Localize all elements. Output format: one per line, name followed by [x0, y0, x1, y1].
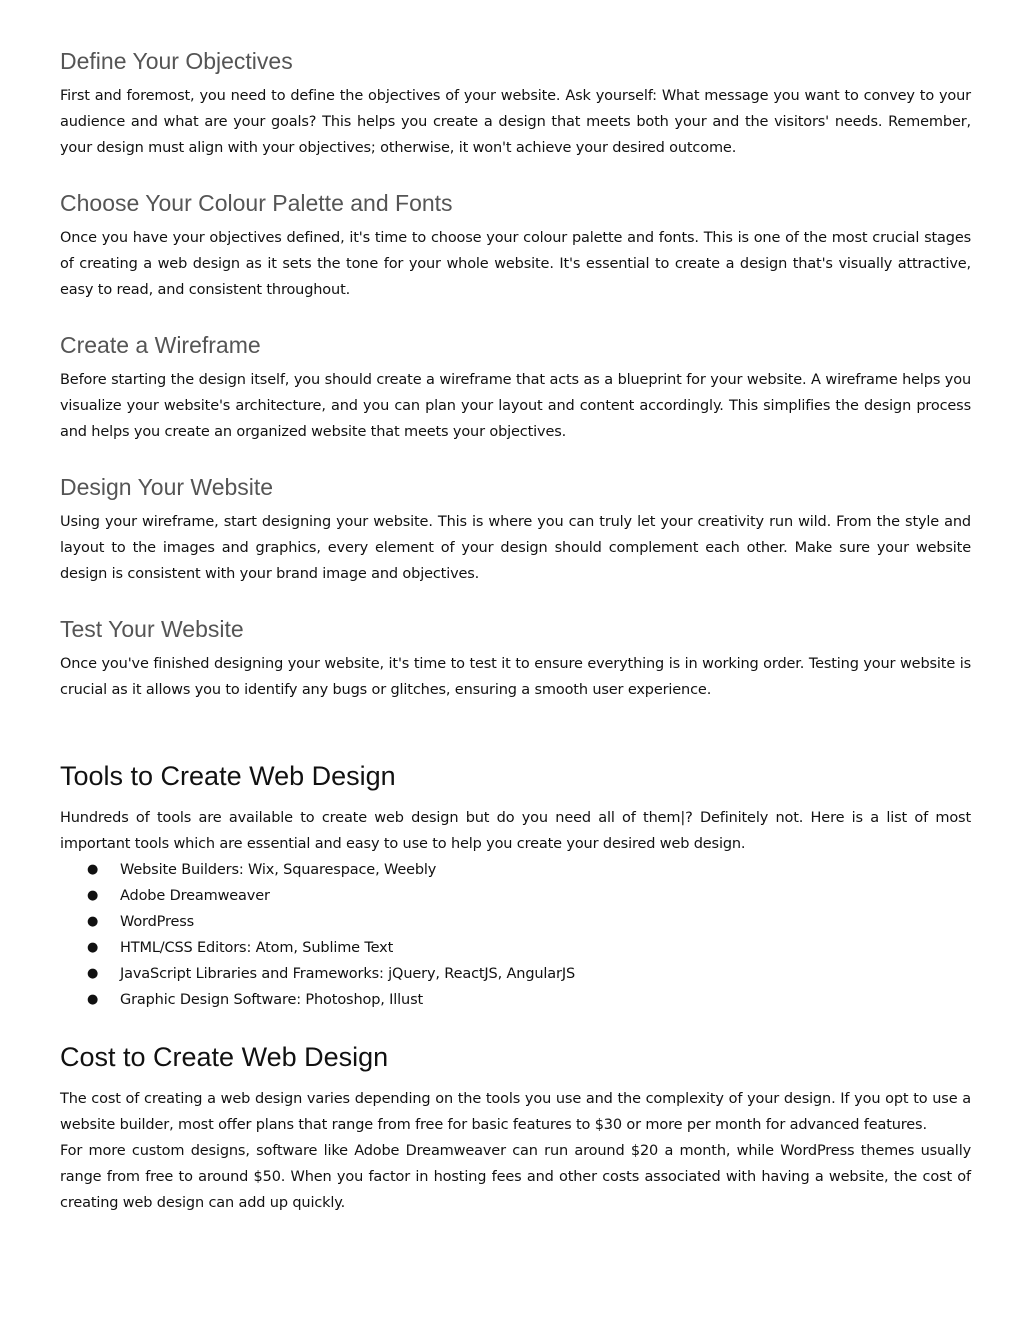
list-item-text: Website Builders: Wix, Squarespace, Weebly: [120, 862, 437, 878]
cost-heading: Cost to Create Web Design: [60, 1042, 389, 1072]
cost-paragraph-1: The cost of creating a web design varies depending on the tools you use and the complexity of your design. If you opt to use a website builder, most offer plans that range from free for basic features to $30 or more per month for advanced features.: [60, 1091, 971, 1133]
bullet-icon: ●: [87, 888, 99, 903]
list-item-text: Graphic Design Software: Photoshop, Illust: [120, 992, 424, 1008]
bullet-icon: ●: [87, 966, 99, 981]
list-item-text: JavaScript Libraries and Frameworks: jQuery, ReactJS, AngularJS: [120, 966, 576, 982]
section-create-wireframe: [60, 330, 971, 445]
section-heading: Define Your Objectives: [60, 48, 293, 74]
tools-intro: Hundreds of tools are available to create web design but do you need all of them|? Definitely not. Here is a list of most important tools which are essential and easy to use to help you create your desired web design.: [60, 810, 971, 852]
bullet-icon: ●: [87, 992, 99, 1007]
section-heading: Create a Wireframe: [60, 332, 261, 358]
section-paragraph: Using your wireframe, start designing your website. This is where you can truly let your creativity run wild. From the style and layout to the images and graphics, every element of your design should complement each other. Make sure your website design is consistent with your brand image and objectives.: [60, 514, 971, 582]
tools-heading: Tools to Create Web Design: [60, 761, 396, 791]
section-design-website: [60, 472, 971, 587]
section-cost: [60, 1040, 971, 1216]
section-heading: Test Your Website: [60, 616, 244, 642]
section-paragraph: Before starting the design itself, you should create a wireframe that acts as a blueprint for your website. A wireframe helps you visualize your website's architecture, and you can plan your layout and content accordingly. This simplifies the design process and helps you create an organized website that meets your objectives.: [60, 372, 971, 440]
section-paragraph: Once you have your objectives defined, it's time to choose your colour palette and fonts. This is one of the most crucial stages of creating a web design as it sets the tone for your whole website. It's essential to create a design that's visually attractive, easy to read, and consistent throughout.: [60, 230, 971, 298]
section-heading: Design Your Website: [60, 474, 274, 500]
section-define-objectives: [60, 46, 971, 161]
section-colour-palette-fonts: [60, 188, 971, 303]
tools-list: [60, 857, 971, 1013]
section-tools: [60, 759, 971, 1013]
bullet-icon: ●: [87, 862, 99, 877]
list-item: [60, 857, 971, 883]
list-item: [60, 935, 971, 961]
section-paragraph: First and foremost, you need to define the objectives of your website. Ask yourself: What message you want to convey to your audience and what are your goals? This helps you create a design that meets both your and the visitors' needs. Remember, your design must align with your objectives; otherwise, it won't achieve your desired outcome.: [60, 88, 971, 156]
list-item-text: HTML/CSS Editors: Atom, Sublime Text: [120, 940, 394, 956]
cost-paragraph-2: For more custom designs, software like Adobe Dreamweaver can run around $20 a month, while WordPress themes usually range from free to around $50. When you factor in hosting fees and other costs associated with having a website, the cost of creating web design can add up quickly.: [60, 1143, 971, 1211]
bullet-icon: ●: [87, 914, 99, 929]
list-item: [60, 883, 971, 909]
list-item-text: WordPress: [120, 914, 195, 930]
list-item: [60, 961, 971, 987]
section-test-website: [60, 614, 971, 703]
list-item-text: Adobe Dreamweaver: [120, 888, 270, 904]
list-item: [60, 987, 971, 1013]
list-item: [60, 909, 971, 935]
bullet-icon: ●: [87, 940, 99, 955]
section-paragraph: Once you've finished designing your website, it's time to test it to ensure everything is in working order. Testing your website is crucial as it allows you to identify any bugs or glitches, ensuring a smooth user experience.: [60, 656, 971, 698]
section-heading: Choose Your Colour Palette and Fonts: [60, 190, 453, 216]
